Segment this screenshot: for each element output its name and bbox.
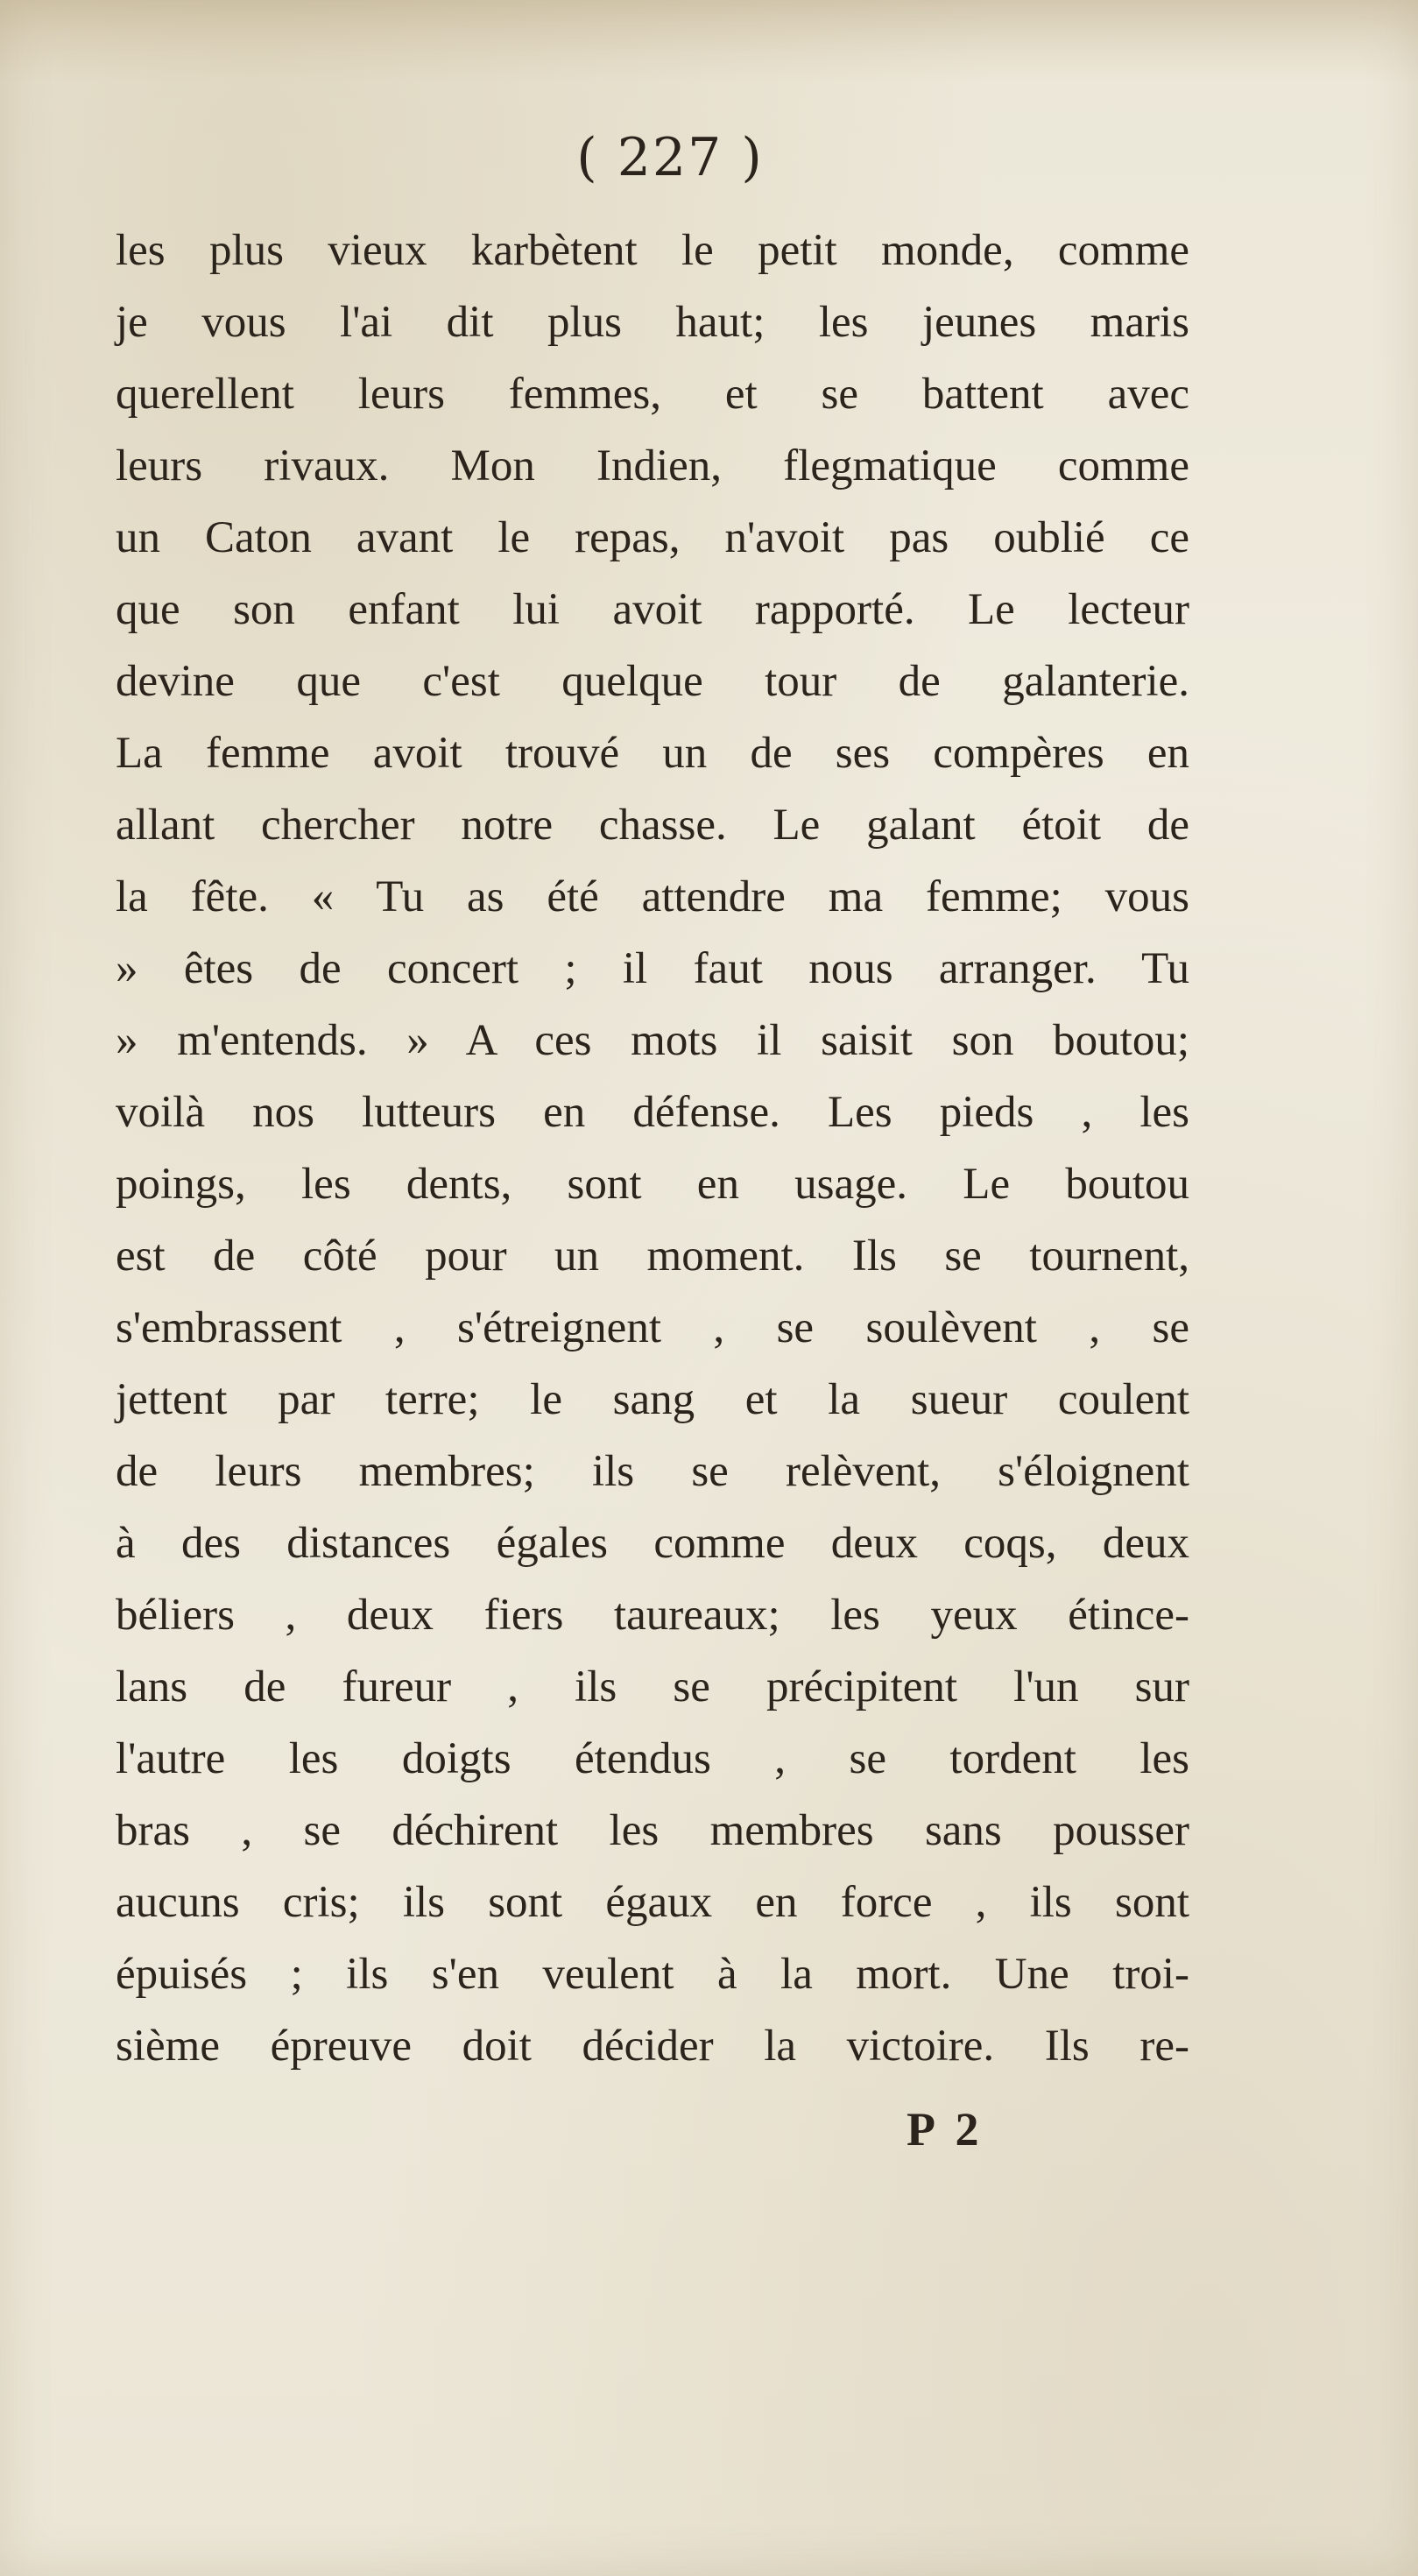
- text-line: » êtes de concert ; il faut nous arranger. Tu: [116, 944, 1189, 993]
- text-line: jettent par terre; le sang et la sueur coulent: [116, 1375, 1189, 1424]
- text-line: devine que c'est quelque tour de galanterie.: [116, 657, 1189, 706]
- text-line: l'autre les doigts étendus , se tordent les: [116, 1734, 1189, 1783]
- text-line: voilà nos lutteurs en défense. Les pieds , les: [116, 1088, 1189, 1137]
- text-line: un Caton avant le repas, n'avoit pas oublié ce: [116, 513, 1189, 562]
- page-number: ( 227 ): [576, 127, 764, 188]
- text-line: je vous l'ai dit plus haut; les jeunes maris: [116, 298, 1189, 347]
- text-line: que son enfant lui avoit rapporté. Le lecteur: [116, 585, 1189, 634]
- paper-stain: [0, 0, 1418, 83]
- text-line: à des distances égales comme deux coqs, deux: [116, 1519, 1189, 1568]
- text-line: La femme avoit trouvé un de ses compères en: [116, 729, 1189, 778]
- text-line: allant chercher notre chasse. Le galant étoit de: [116, 801, 1189, 850]
- text-line: leurs rivaux. Mon Indien, flegmatique comme: [116, 441, 1189, 490]
- text-line: les plus vieux karbètent le petit monde, comme: [116, 226, 1189, 275]
- text-line: bras , se déchirent les membres sans pousser: [116, 1806, 1189, 1855]
- text-line: » m'entends. » A ces mots il saisit son boutou;: [116, 1016, 1189, 1065]
- text-line: querellent leurs femmes, et se battent avec: [116, 370, 1189, 419]
- signature-mark: P 2: [907, 2103, 984, 2156]
- text-line: la fête. « Tu as été attendre ma femme; vous: [116, 872, 1189, 921]
- text-line: de leurs membres; ils se relèvent, s'éloignent: [116, 1447, 1189, 1496]
- text-line: lans de fureur , ils se précipitent l'un sur: [116, 1662, 1189, 1711]
- text-line: est de côté pour un moment. Ils se tournent,: [116, 1232, 1189, 1281]
- text-line: aucuns cris; ils sont égaux en force , ils sont: [116, 1878, 1189, 1927]
- text-line: béliers , deux fiers taureaux; les yeux étince-: [116, 1591, 1189, 1640]
- text-line: s'embrassent , s'étreignent , se soulèvent , se: [116, 1303, 1189, 1352]
- text-line: poings, les dents, sont en usage. Le boutou: [116, 1160, 1189, 1209]
- text-line: épuisés ; ils s'en veulent à la mort. Une troi-: [116, 1950, 1189, 1999]
- body-text: [116, 215, 1189, 2082]
- text-line: sième épreuve doit décider la victoire. Ils re-: [116, 2022, 1189, 2071]
